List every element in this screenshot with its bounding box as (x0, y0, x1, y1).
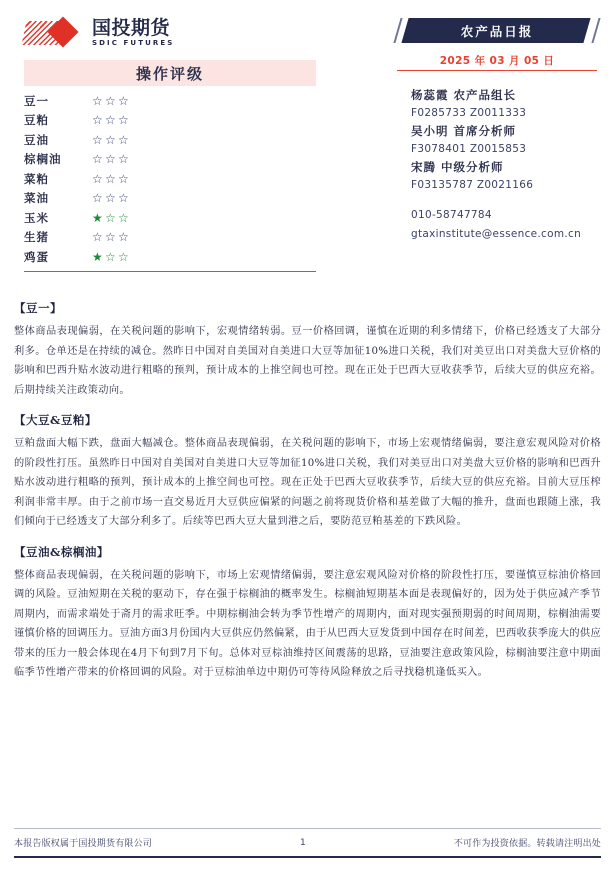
analyst-spacer (411, 194, 597, 206)
rating-commodity-name: 玉米 (24, 210, 49, 225)
report-banner (397, 18, 597, 71)
report-section (14, 412, 601, 532)
star-empty-icon: ☆ (118, 191, 130, 206)
rating-stars (92, 94, 131, 108)
contact-phone: 010-58747784 (411, 209, 492, 221)
report-title: 农产品日报 (460, 23, 534, 39)
section-body-text: 整体商品表现偏弱，在关税问题的影响下，市场上宏观情绪偏弱，要注意宏观风险对价格的阶段性打压，要谨慎豆棕油价格回调的风险。豆油短期在关税的驱动下，存在强于棕榈油的概率发生。棕榈油短期基本面是表现偏好的，因为处于供应减产季节周期内，而需求端处于斋月的需求旺季。中期棕榈油会转为季节性增产的周期内，面对现实强预期弱的时间周期，棕榈油需要谨慎价格的回调压力。豆油方面3月份国内大豆供应仍然偏紧，由于从巴西大豆发货到中国存在时间差，巴西收获季庞大的供应带来的压力一般会体现在4月下旬到7月下旬。总体对豆棕油维持区间震荡的思路，豆油要注意政策风险，棕榈油要注意中期面临季节性增产带来的价格回调的风险。对于豆棕油单边中期仍可等待风险释放之后寻找稳机逢低买入。 (14, 569, 601, 678)
logo-name-en: SDIC FUTURES (92, 39, 175, 47)
star-empty-icon: ☆ (92, 132, 104, 147)
star-filled-icon: ★ (92, 210, 104, 225)
analyst-name: 杨蕊霞 农产品组长 (411, 88, 517, 102)
star-empty-icon: ☆ (118, 93, 130, 108)
banner-right-tick (591, 18, 600, 43)
rating-commodity-name: 棕榈油 (24, 152, 62, 167)
rating-row (24, 228, 316, 248)
rating-divider (24, 271, 316, 273)
star-empty-icon: ☆ (118, 230, 130, 245)
analyst-license-code: F3078401 Z0015853 (411, 143, 527, 155)
rating-commodity-name: 菜油 (24, 191, 49, 206)
star-empty-icon: ☆ (105, 93, 117, 108)
rating-stars (92, 250, 131, 264)
star-empty-icon: ☆ (118, 210, 130, 225)
rating-commodity-name: 豆一 (24, 93, 49, 108)
rating-row-list (24, 86, 316, 267)
star-empty-icon: ☆ (92, 191, 104, 206)
section-body-text: 整体商品表现偏弱，在关税问题的影响下，宏观情绪转弱。豆一价格回调，谨慎在近期的利多情绪下，价格已经透支了大部分利多。仓单还是在持续的减仓。然昨日中国对自美国对自美进口大豆等加征10%进口关税，我们对美豆出口对美盘大豆价格的影响和巴西升贴水波动进行粗略的预判，预计成本的上推空间也可控。现在正处于巴西大豆收获季节，后续大豆的供应充裕。后期持续关注政策动向。 (14, 326, 601, 396)
star-empty-icon: ☆ (118, 152, 130, 167)
star-empty-icon: ☆ (92, 230, 104, 245)
star-empty-icon: ☆ (105, 113, 117, 128)
analyst-block (397, 86, 597, 244)
analyst-name: 宋腾 中级分析师 (411, 160, 504, 174)
section-body-text: 豆粕盘面大幅下跌，盘面大幅减仓。整体商品表现偏弱，在关税问题的影响下，市场上宏观情绪偏弱，要注意宏观风险对价格的阶段性打压。虽然昨日中国对自美国对自美进口大豆等加征10%进口关税，我们对美豆出口对美盘大豆价格的影响和巴西升贴水波动进行粗略的预判，预计成本的上推空间也可控。现在正处于巴西大豆收获季节，后续大豆的供应充裕。目前大豆压榨利润非常丰厚。由于之前市场一直交易近月大豆供应偏紧的问题之前将现货价格和基差做了大幅的推升，盘面也跟随上涨，我们倾向于已经透支了大部分利多了。后续等巴西大豆大量到港之后，要防范豆粕基差的下跌风险。 (14, 438, 601, 527)
star-empty-icon: ☆ (92, 152, 104, 167)
section-heading: 【豆一】 (14, 301, 62, 315)
rating-stars (92, 211, 131, 225)
analyst-license-code: F03135787 Z0021166 (411, 179, 534, 191)
star-empty-icon: ☆ (105, 171, 117, 186)
rating-row (24, 111, 316, 131)
company-logo (24, 16, 174, 50)
sdic-diamond-logo-icon (24, 18, 86, 48)
star-empty-icon: ☆ (105, 210, 117, 225)
star-empty-icon: ☆ (118, 113, 130, 128)
report-body (14, 300, 601, 695)
banner-divider (397, 70, 597, 71)
logo-wordmark (92, 19, 174, 47)
rating-stars (92, 133, 131, 147)
star-empty-icon: ☆ (105, 152, 117, 167)
rating-stars (92, 191, 131, 205)
banner-shape (397, 18, 597, 43)
star-empty-icon: ☆ (92, 93, 104, 108)
report-section (14, 300, 601, 400)
logo-name-cn: 国投期货 (92, 17, 171, 39)
star-empty-icon: ☆ (105, 191, 117, 206)
rating-title-bar (24, 60, 316, 86)
section-heading: 【大豆&豆粕】 (14, 413, 97, 427)
star-empty-icon: ☆ (118, 132, 130, 147)
analyst-name: 吴小明 首席分析师 (411, 124, 517, 138)
rating-row (24, 208, 316, 228)
rating-table (24, 60, 316, 272)
page-footer (14, 828, 601, 858)
rating-commodity-name: 豆粕 (24, 113, 49, 128)
rating-row (24, 169, 316, 189)
rating-commodity-name: 豆油 (24, 132, 49, 147)
star-empty-icon: ☆ (105, 230, 117, 245)
rating-stars (92, 230, 131, 244)
rating-commodity-name: 鸡蛋 (24, 249, 49, 264)
section-heading: 【豆油&棕榈油】 (14, 544, 109, 559)
rating-row (24, 189, 316, 209)
rating-stars (92, 172, 131, 186)
rating-commodity-name: 生猪 (24, 230, 49, 245)
rating-row (24, 91, 316, 111)
rating-row (24, 150, 316, 170)
rating-stars (92, 113, 131, 127)
contact-email[interactable]: gtaxinstitute@essence.com.cn (411, 228, 582, 240)
rating-row (24, 247, 316, 267)
footer-disclaimer: 不可作为投资依据。转载请注明出处 (453, 839, 601, 850)
rating-row (24, 130, 316, 150)
star-empty-icon: ☆ (118, 249, 130, 264)
star-filled-icon: ★ (92, 249, 104, 264)
star-empty-icon: ☆ (92, 113, 104, 128)
star-empty-icon: ☆ (105, 132, 117, 147)
star-empty-icon: ☆ (105, 249, 117, 264)
report-date: 2025 年 03 月 05 日 (439, 55, 555, 67)
analyst-license-code: F0285733 Z0011333 (411, 107, 527, 119)
report-section (14, 544, 601, 683)
footer-row (14, 836, 601, 849)
footer-copyright: 本报告版权属于国投期货有限公司 (14, 839, 153, 850)
footer-bottom-divider (14, 856, 601, 858)
analyst-list (411, 86, 597, 194)
rating-stars (92, 152, 131, 166)
footer-page-number: 1 (299, 837, 306, 848)
banner-left-tick (393, 18, 402, 43)
footer-top-divider (14, 828, 601, 829)
rating-commodity-name: 菜粕 (24, 171, 49, 186)
star-empty-icon: ☆ (92, 171, 104, 186)
page-header (0, 0, 615, 292)
rating-title: 操作评级 (135, 64, 204, 83)
star-empty-icon: ☆ (118, 171, 130, 186)
